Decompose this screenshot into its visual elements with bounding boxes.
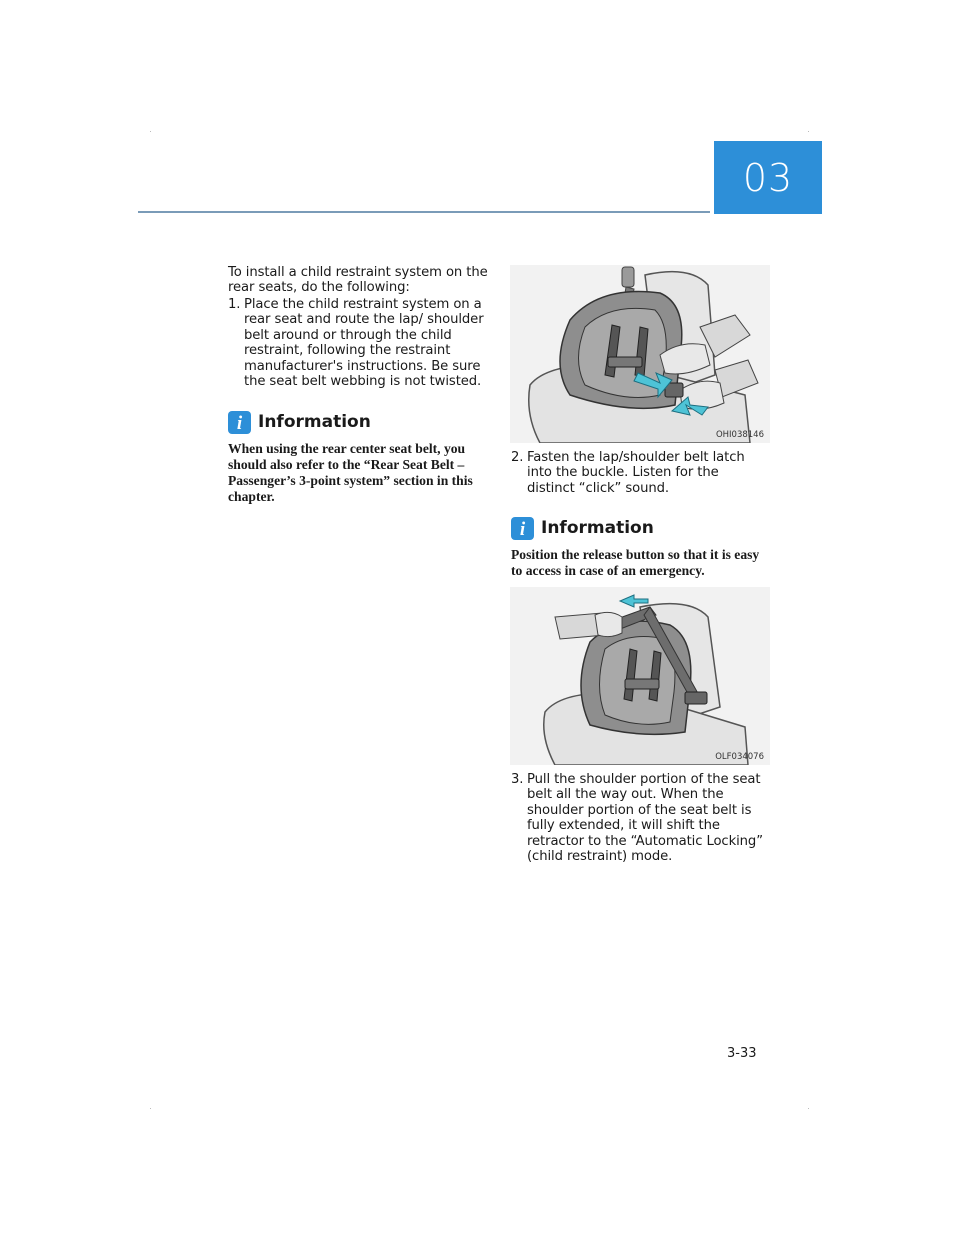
info-icon (511, 517, 534, 540)
header-rule (138, 211, 710, 213)
step-text: Place the child restraint system on a rear seat and route the lap/ shoulder belt around or through the child restraint, following the restraint manufacturer's instructions. Be sure the seat belt webbing is not twisted. (244, 297, 484, 390)
information-title: Information (541, 518, 654, 538)
svg-text:i: i (236, 412, 243, 434)
svg-text:i: i (519, 518, 526, 540)
step-text: Pull the shoulder portion of the seat belt all the way out. When the shoulder portion of the seat belt is fully extended, it will shift the retractor to the “Automatic Locking” (child restraint) mode. (527, 772, 763, 865)
figure-fasten-buckle (510, 265, 770, 443)
figure-code: OHI038146 (715, 430, 764, 440)
step-3 (511, 772, 770, 864)
crop-mark (808, 1108, 809, 1109)
information-header (511, 514, 773, 542)
information-box-1 (228, 408, 490, 505)
figure-pull-shoulder-belt (510, 587, 770, 765)
intro-text: To install a child restraint system on the rear seats, do the following: (228, 265, 488, 296)
chapter-tab: 03 (714, 141, 822, 214)
information-box-2 (511, 514, 773, 579)
information-title: Information (258, 412, 371, 432)
information-body: When using the rear center seat belt, you should also refer to the “Rear Seat Belt – Passenger’s 3-point system” section in this chapter. (228, 441, 473, 504)
page-number: 3-33 (727, 1046, 757, 1061)
step-1 (228, 297, 490, 389)
step-number: 2. (511, 450, 524, 465)
child-seat-buckle-illustration (510, 265, 770, 443)
step-text: Fasten the lap/shoulder belt latch into the buckle. Listen for the distinct “click” sound. (527, 450, 745, 496)
figure-code: OLF034076 (715, 752, 764, 762)
info-icon (228, 411, 251, 434)
crop-mark (150, 131, 151, 132)
step-number: 3. (511, 772, 524, 787)
information-header (228, 408, 490, 436)
crop-mark (150, 1108, 151, 1109)
child-seat-shoulder-belt-illustration (510, 587, 770, 765)
crop-mark (808, 131, 809, 132)
information-body: Position the release button so that it is easy to access in case of an emergency. (511, 547, 760, 578)
step-2 (511, 450, 770, 496)
step-number: 1. (228, 297, 241, 312)
